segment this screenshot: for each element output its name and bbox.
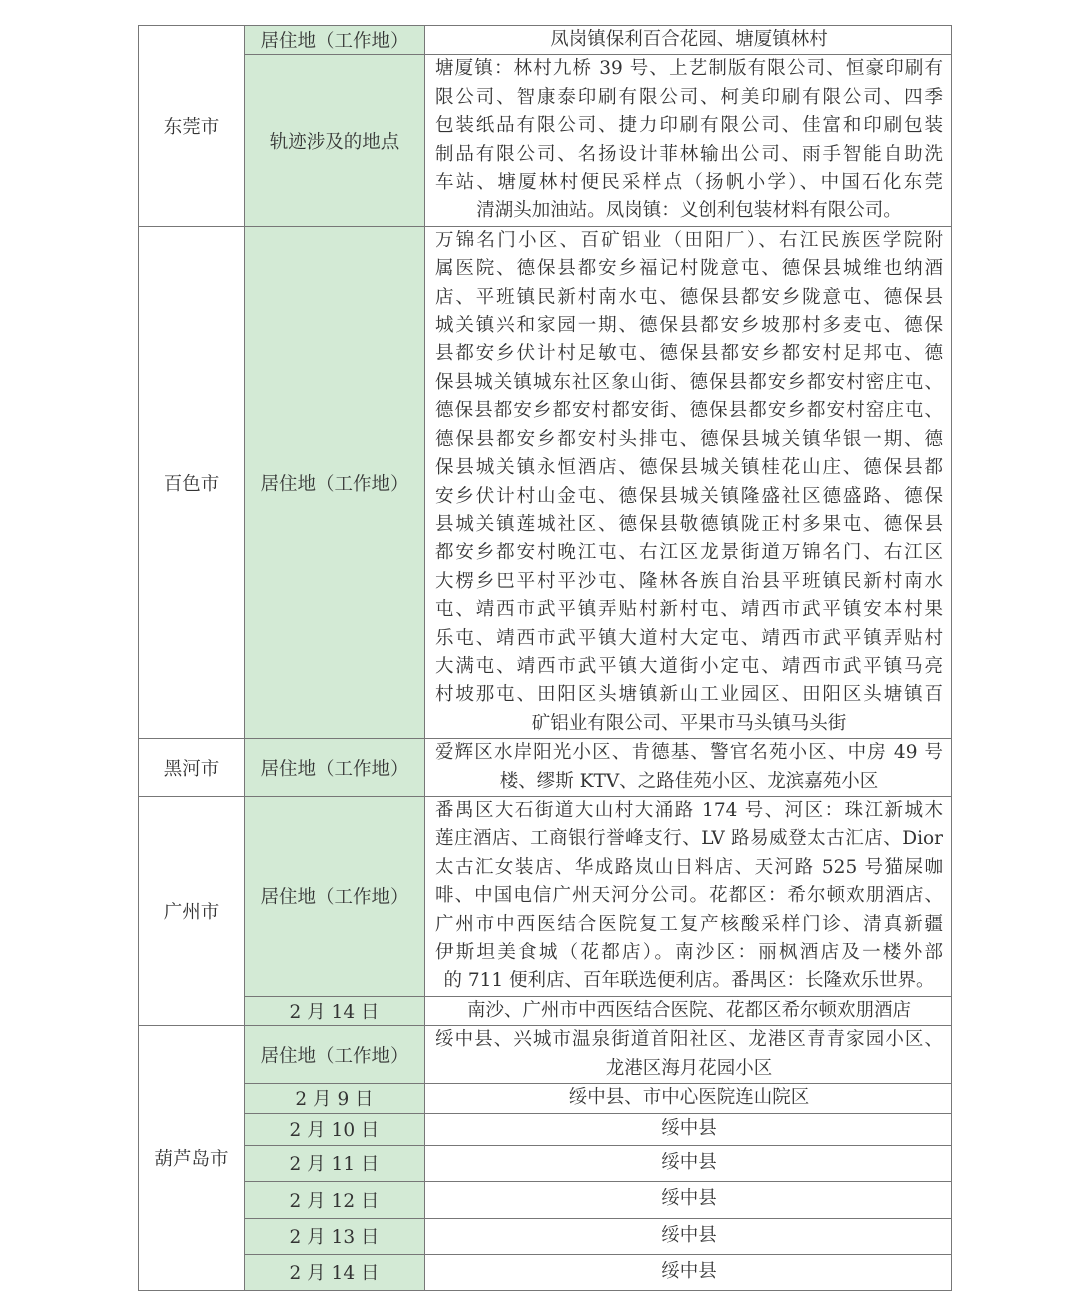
- city-cell: 百色市: [139, 226, 245, 738]
- city-cell: 广州市: [139, 796, 245, 1025]
- category-cell: 2 月 12 日: [245, 1181, 425, 1218]
- location-line: 大楞乡巴平村平沙屯、隆林各族自治县平班镇民新村南水: [435, 570, 943, 592]
- table-row: [139, 796, 952, 996]
- locations-cell: [425, 226, 952, 738]
- location-line: 店、平班镇民新村南水屯、德保县都安乡陇意屯、德保县: [435, 286, 943, 308]
- table-row: [139, 1113, 952, 1145]
- location-line: 伊斯坦美食城（花都店）。南沙区：丽枫酒店及一楼外部: [435, 942, 943, 963]
- city-cell: 东莞市: [139, 26, 245, 227]
- location-line: 德保县都安乡都安村都安街、德保县都安乡都安村窑庄屯、: [435, 400, 943, 422]
- location-line: 德保县都安乡都安村头排屯、德保县城关镇华银一期、德: [435, 428, 943, 450]
- category-cell: 2 月 11 日: [245, 1145, 425, 1181]
- locations-cell: [425, 739, 952, 797]
- location-line: 万锦名门小区、百矿铝业（田阳厂）、右江民族医学院附: [435, 229, 943, 251]
- location-line: 清湖头加油站。凤岗镇：义创利包装材料有限公司。: [476, 200, 902, 222]
- locations-cell: [425, 1145, 952, 1181]
- locations-cell: [425, 1113, 952, 1145]
- location-line: 绥中县、兴城市温泉街道首阳社区、龙港区青青家园小区、: [435, 1029, 943, 1051]
- location-line: 县城关镇莲城社区、德保县敬德镇陇正村多果屯、德保县: [435, 513, 943, 535]
- category-cell: 2 月 14 日: [245, 996, 425, 1025]
- table-row: [139, 55, 952, 226]
- location-line: 绥中县、市中心医院连山院区: [568, 1087, 810, 1109]
- location-line: 保县城关镇永恒酒店、德保县城关镇桂花山庄、德保县都: [435, 457, 943, 479]
- location-line: 莲庄酒店、工商银行誉峰支行、LV 路易威登太古汇店、Dior: [435, 828, 943, 850]
- location-line: 塘厦镇：林村九桥 39 号、上艺制版有限公司、恒豪印刷有: [435, 58, 943, 80]
- location-line: 都安乡都安村晚江屯、右江区龙景街道万锦名门、右江区: [435, 542, 943, 564]
- location-line: 龙港区海月花园小区: [605, 1057, 773, 1079]
- city-cell: 葫芦岛市: [139, 1026, 245, 1290]
- locations-cell: [425, 1181, 952, 1218]
- category-cell: 2 月 13 日: [245, 1218, 425, 1254]
- locations-cell: [425, 796, 952, 996]
- category-cell: 轨迹涉及的地点: [245, 55, 425, 226]
- location-line: 大满屯、靖西市武平镇大道街小定屯、靖西市武平镇马亮: [435, 655, 943, 677]
- location-line: 制品有限公司、名扬设计菲林输出公司、雨手智能自助洗: [435, 143, 943, 165]
- table-row: [139, 996, 952, 1025]
- location-line: 楼、缪斯 KTV、之路佳苑小区、龙滨嘉苑小区: [499, 770, 879, 792]
- location-line: 绥中县: [661, 1151, 717, 1173]
- location-line: 绥中县: [661, 1188, 717, 1210]
- location-line: 限公司、智康泰印刷有限公司、柯美印刷有限公司、四季: [435, 86, 943, 108]
- location-line: 的 711 便利店、百年联选便利店。番禺区：长隆欢乐世界。: [443, 970, 935, 992]
- category-cell: 居住地（工作地）: [245, 796, 425, 996]
- table-row: [139, 739, 952, 797]
- location-line: 屯、靖西市武平镇弄贴村新村屯、靖西市武平镇安本村果: [435, 599, 943, 621]
- table-row: [139, 1218, 952, 1254]
- category-cell: 居住地（工作地）: [245, 226, 425, 738]
- itinerary-table: [138, 25, 952, 1291]
- table-row: [139, 226, 952, 738]
- location-line: 安乡伏计村山金屯、德保县城关镇隆盛社区德盛路、德保: [435, 485, 943, 507]
- category-cell: 2 月 14 日: [245, 1254, 425, 1290]
- location-line: 绥中县: [661, 1260, 717, 1282]
- location-line: 南沙、广州市中西医结合医院、花都区希尔顿欢朋酒店: [466, 999, 911, 1021]
- location-line: 村坡那屯、田阳区头塘镇新山工业园区、田阳区头塘镇百: [435, 684, 943, 706]
- location-line: 爱辉区水岸阳光小区、肯德基、警官名苑小区、中房 49 号: [435, 742, 943, 764]
- category-cell: 居住地（工作地）: [245, 739, 425, 797]
- category-cell: 2 月 10 日: [245, 1113, 425, 1145]
- location-line: 太古汇女装店、华成路岚山日料店、天河路 525 号猫屎咖: [435, 856, 943, 878]
- locations-cell: [425, 996, 952, 1025]
- locations-cell: [425, 1218, 952, 1254]
- location-line: 矿铝业有限公司、平果市马头镇马头街: [531, 712, 847, 734]
- location-line: 属医院、德保县都安乡福记村陇意屯、德保县城维也纳酒: [435, 258, 943, 280]
- table-row: [139, 1145, 952, 1181]
- location-line: 绥中县: [661, 1224, 717, 1246]
- table-row: [139, 1026, 952, 1084]
- location-line: 广州市中西医结合医院复工复产核酸采样门诊、清真新疆: [435, 913, 943, 935]
- location-line: 啡、中国电信广州天河分公司。花都区：希尔顿欢朋酒店、: [435, 885, 943, 907]
- table-row: [139, 1254, 952, 1290]
- location-line: 城关镇兴和家园一期、德保县都安乡坡那村多麦屯、德保: [435, 315, 943, 337]
- locations-cell: [425, 1026, 952, 1084]
- location-line: 乐屯、靖西市武平镇大道村大定屯、靖西市武平镇弄贴村: [435, 627, 943, 649]
- category-cell: 居住地（工作地）: [245, 26, 425, 55]
- table-row: [139, 26, 952, 55]
- city-cell: 黑河市: [139, 739, 245, 797]
- category-cell: 居住地（工作地）: [245, 1026, 425, 1084]
- location-line: 绥中县: [661, 1117, 717, 1139]
- table-row: [139, 1181, 952, 1218]
- locations-cell: [425, 1084, 952, 1113]
- location-line: 番禺区大石街道大山村大涌路 174 号、河区：珠江新城木: [435, 799, 943, 821]
- table-row: [139, 1084, 952, 1113]
- location-line: 车站、塘厦林村便民采样点（扬帆小学）、中国石化东莞: [435, 172, 943, 194]
- locations-cell: [425, 26, 952, 55]
- location-line: 保县城关镇城东社区象山街、德保县都安乡都安村密庄屯、: [435, 371, 943, 393]
- location-line: 包装纸品有限公司、捷力印刷有限公司、佳富和印刷包装: [435, 115, 943, 137]
- locations-cell: [425, 1254, 952, 1290]
- location-line: 县都安乡伏计村足敏屯、德保县都安乡都安村足邦屯、德: [435, 343, 943, 365]
- category-cell: 2 月 9 日: [245, 1084, 425, 1113]
- location-line: 凤岗镇保利百合花园、塘厦镇林村: [550, 29, 828, 50]
- locations-cell: [425, 55, 952, 226]
